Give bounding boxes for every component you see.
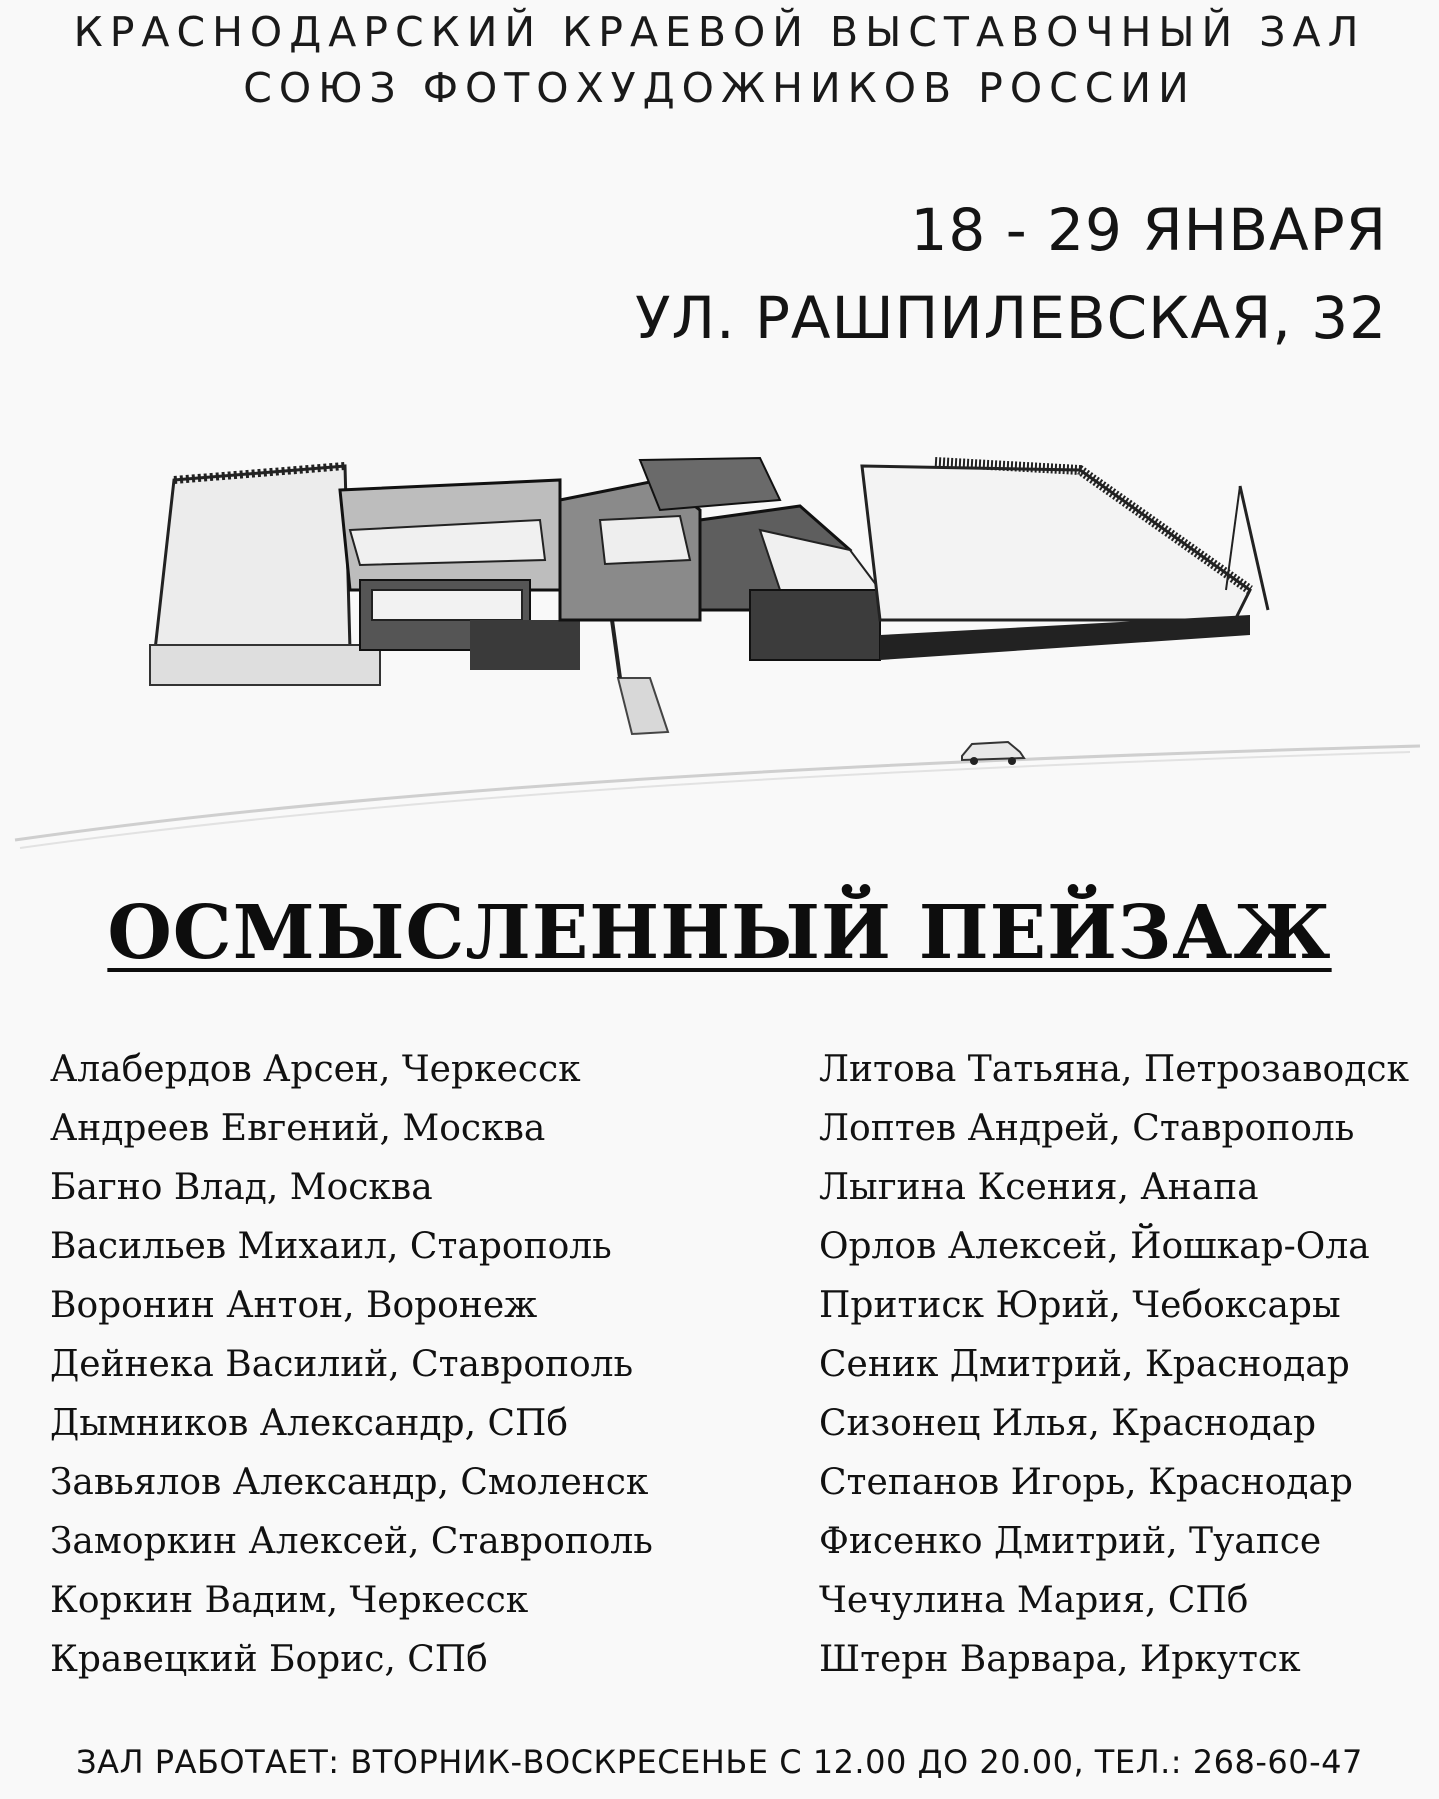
participant-item: Багно Влад, Москва: [50, 1167, 433, 1208]
participant-item: Андреев Евгений, Москва: [50, 1108, 546, 1149]
exhibition-title-text: ОСМЫСЛЕННЫЙ ПЕЙЗАЖ: [107, 890, 1332, 976]
participant-item: Заморкин Алексей, Ставрополь: [50, 1521, 653, 1562]
participant-item: Орлов Алексей, Йошкар-Ола: [819, 1226, 1370, 1267]
exhibition-dates: 18 - 29 ЯНВАРЯ: [910, 196, 1387, 264]
participant-item: Коркин Вадим, Черкесск: [50, 1580, 529, 1621]
participant-item: Кравецкий Борис, СПб: [50, 1639, 488, 1680]
participant-item: Штерн Варвара, Иркутск: [819, 1639, 1301, 1680]
participant-item: Притиск Юрий, Чебоксары: [819, 1285, 1341, 1326]
exhibition-address: УЛ. РАШПИЛЕВСКАЯ, 32: [635, 284, 1387, 352]
participant-item: Завьялов Александр, Смоленск: [50, 1462, 649, 1503]
participants-right-column: [819, 1040, 1409, 1689]
participant-item: Дейнека Василий, Ставрополь: [50, 1344, 634, 1385]
participant-item: Дымников Александр, СПб: [50, 1403, 569, 1444]
participant-item: Алабердов Арсен, Черкесск: [50, 1049, 581, 1090]
participant-item: Литова Татьяна, Петрозаводск: [819, 1049, 1410, 1090]
participant-item: Чечулина Мария, СПб: [819, 1580, 1249, 1621]
participant-item: Сеник Дмитрий, Краснодар: [819, 1344, 1350, 1385]
organizer-line-1: КРАСНОДАРСКИЙ КРАЕВОЙ ВЫСТАВОЧНЫЙ ЗАЛ: [73, 8, 1366, 56]
participant-item: Васильев Михаил, Старополь: [50, 1226, 612, 1267]
participant-item: Сизонец Илья, Краснодар: [819, 1403, 1317, 1444]
participants-left-column: [50, 1040, 653, 1689]
participant-item: Лоптев Андрей, Ставрополь: [819, 1108, 1355, 1149]
participant-item: Воронин Антон, Воронеж: [50, 1285, 538, 1326]
winter-village-photo: [0, 440, 1439, 860]
organizer-line-2: СОЮЗ ФОТОХУДОЖНИКОВ РОССИИ: [243, 64, 1196, 112]
participant-item: Степанов Игорь, Краснодар: [819, 1462, 1353, 1503]
participant-item: Фисенко Дмитрий, Туапсе: [819, 1521, 1322, 1562]
exhibition-title: [0, 890, 1439, 976]
participant-item: Лыгина Ксения, Анапа: [819, 1167, 1259, 1208]
opening-hours: ЗАЛ РАБОТАЕТ: ВТОРНИК-ВОСКРЕСЕНЬЕ С 12.00 ДО 20.00, ТЕЛ.: 268-60-47: [76, 1743, 1363, 1781]
